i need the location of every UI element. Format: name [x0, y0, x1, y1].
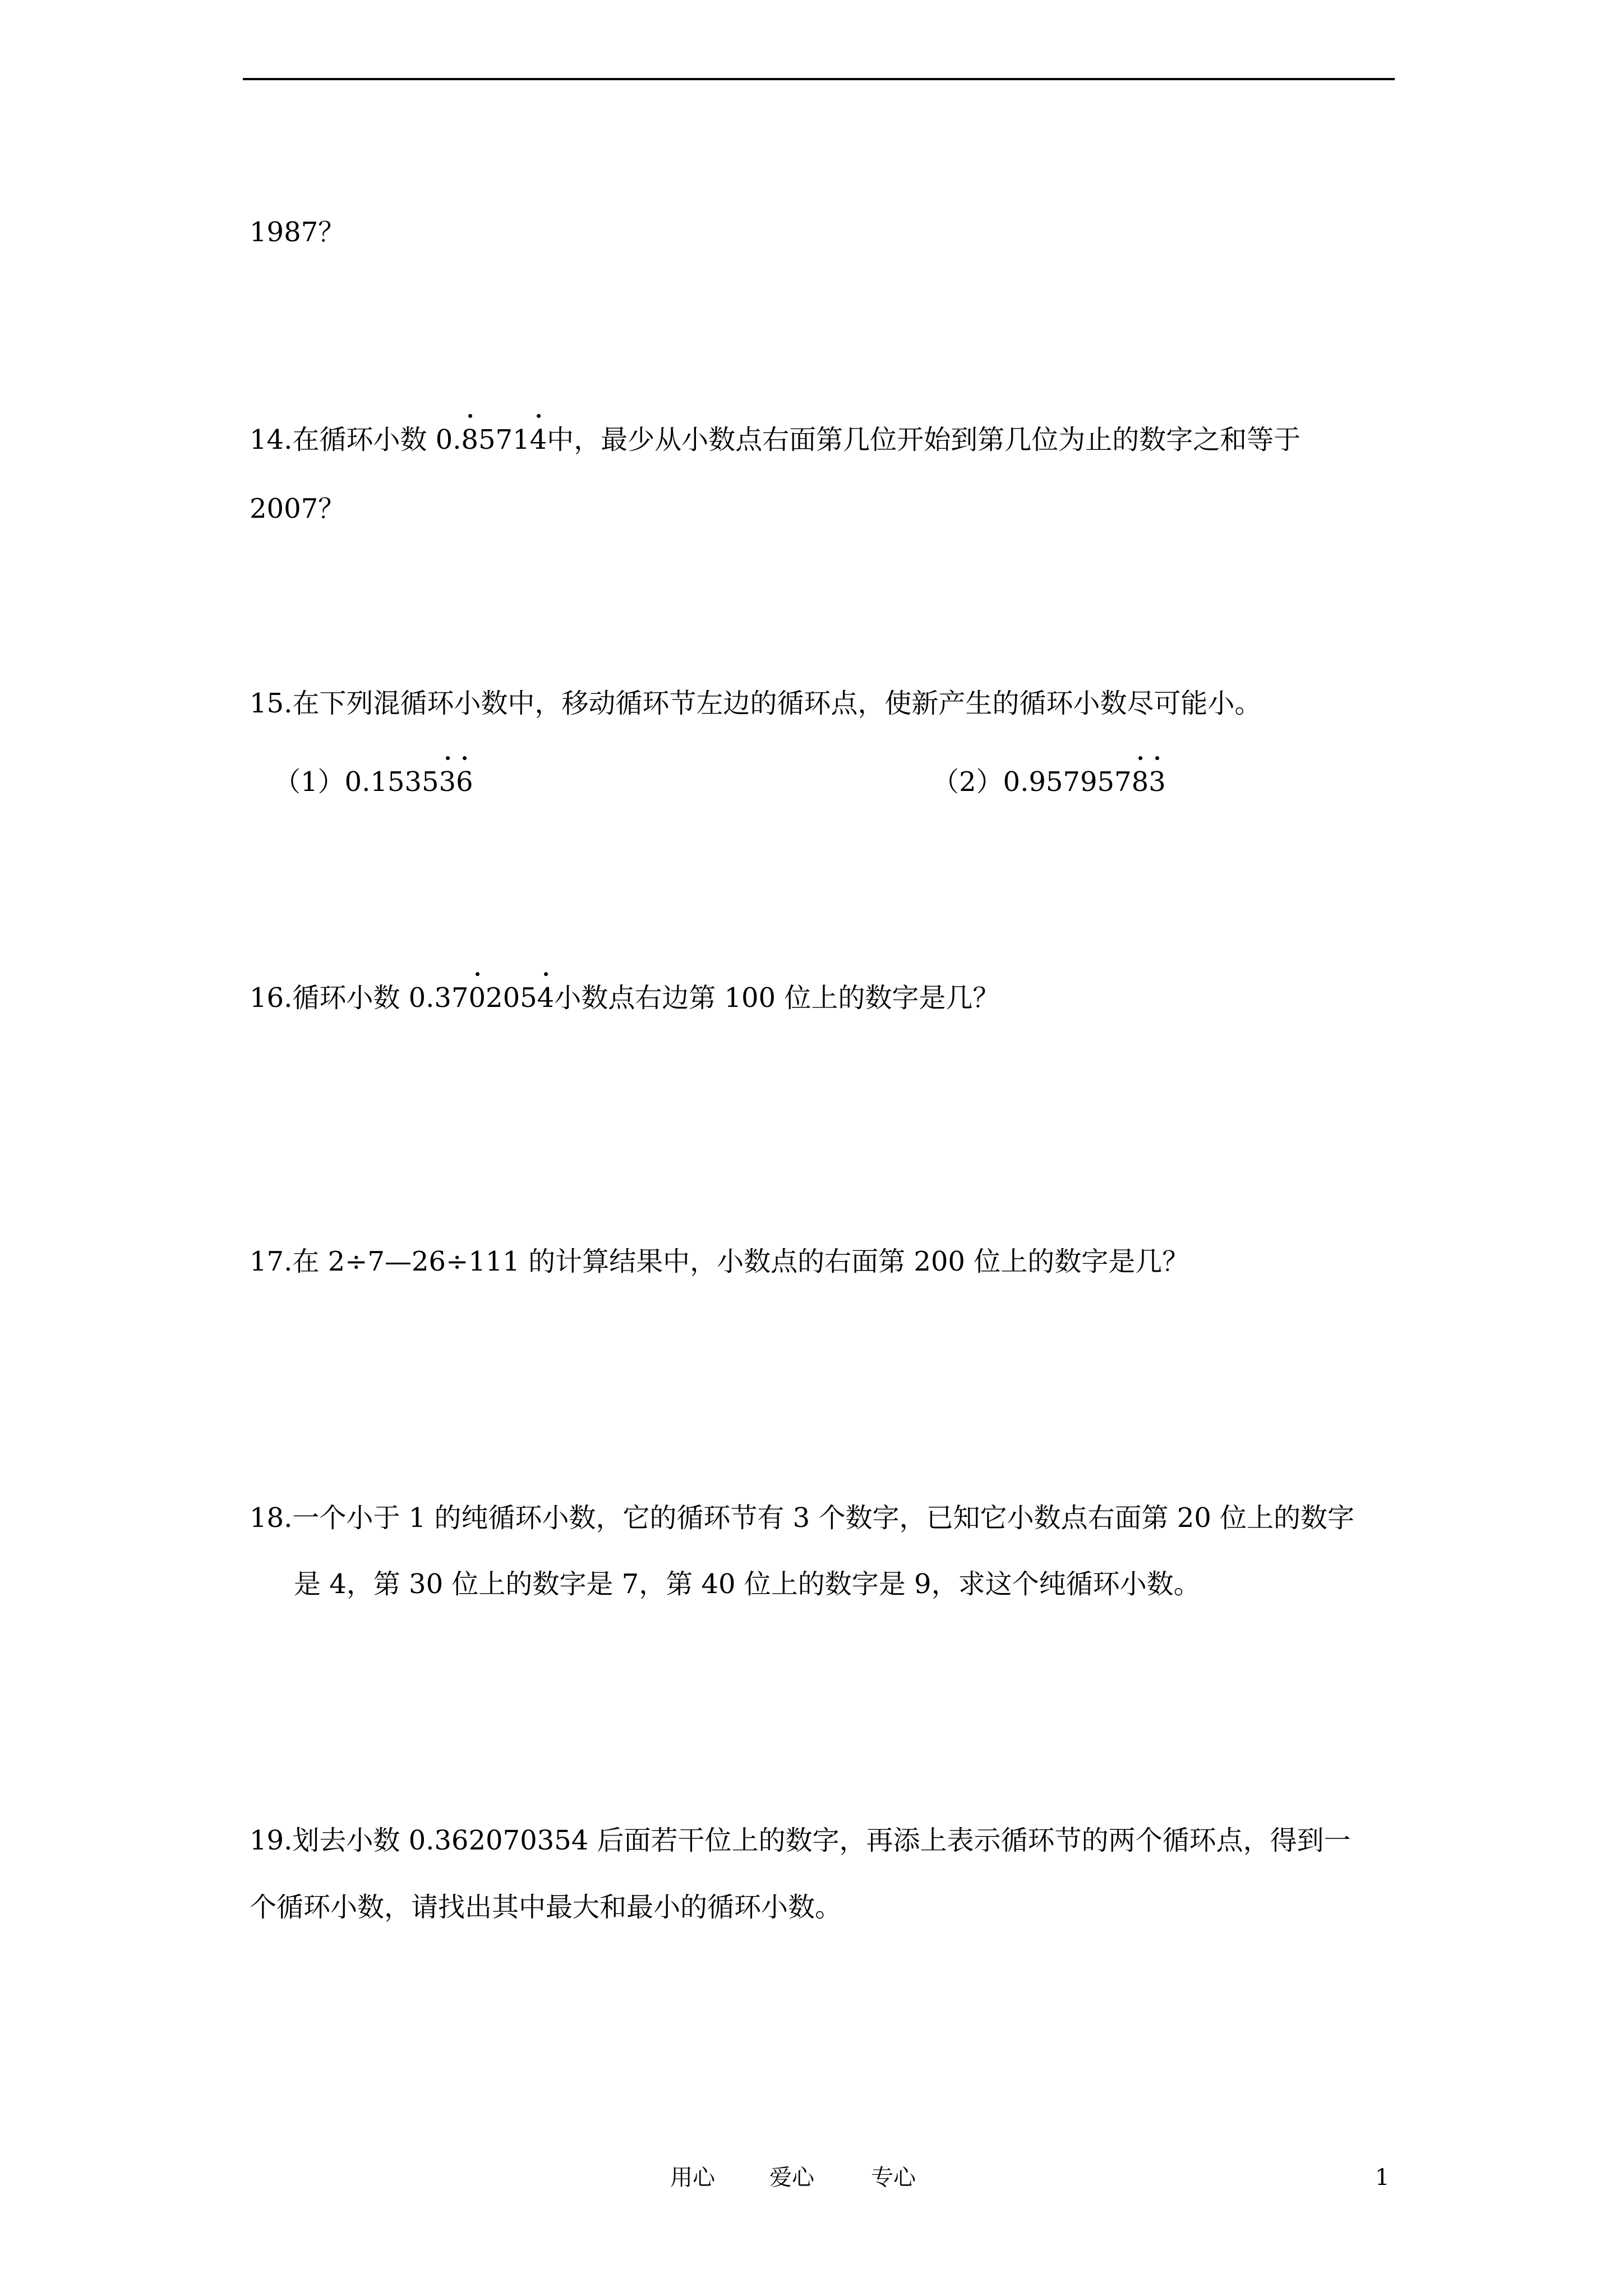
- question-15-item-2: [932, 766, 1166, 798]
- footer-motto-3: 专心: [871, 2165, 916, 2191]
- question-15-item-1-digits: （1）0.1535: [274, 766, 439, 798]
- question-18-line-2: 是 4，第 30 位上的数字是 7，第 40 位上的数字是 9，求这个纯循环小数。: [294, 1568, 1201, 1600]
- question-16: [250, 982, 1000, 1014]
- question-16-text-after: 小数点右边第 100 位上的数字是几？: [554, 982, 1000, 1014]
- repeating-dot-digit: 8: [461, 424, 478, 455]
- question-15-item-2-digits: （2）0.957957: [932, 766, 1132, 798]
- repeating-dot-digit: 0: [468, 982, 486, 1014]
- footer-motto-1: 用心: [670, 2165, 715, 2191]
- question-16-text-before: 16.循环小数 0.37: [250, 982, 469, 1014]
- page-number: 1: [1375, 2165, 1390, 2191]
- question-17: 17.在 2÷7—26÷111 的计算结果中，小数点的右面第 200 位上的数字是几？: [250, 1246, 1189, 1277]
- question-19-line-1: 19.划去小数 0.362070354 后面若干位上的数字，再添上表示循环节的两个循环点，得到一: [250, 1825, 1351, 1856]
- question-14-line-2: 2007？: [250, 493, 345, 524]
- repeating-dot-digit: 6: [456, 766, 473, 798]
- header-rule: [243, 78, 1395, 80]
- repeating-dot-digit: 4: [529, 424, 547, 455]
- question-19-line-2: 个循环小数，请找出其中最大和最小的循环小数。: [250, 1892, 842, 1923]
- continuation-text: 1987？: [250, 217, 345, 248]
- question-15-item-1: [274, 766, 473, 798]
- repeating-dot-digit: 4: [537, 982, 555, 1014]
- repeating-dot-digit: 3: [439, 766, 457, 798]
- footer-motto-2: 爱心: [769, 2165, 814, 2191]
- repeating-dot-digit: 3: [1149, 766, 1166, 798]
- question-16-digits: 205: [486, 982, 537, 1014]
- question-14-text-after: 中，最少从小数点右面第几位开始到第几位为止的数字之和等于: [547, 424, 1301, 455]
- question-14-digits: 571: [478, 424, 530, 455]
- question-15-stem: 15.在下列混循环小数中，移动循环节左边的循环点，使新产生的循环小数尽可能小。: [250, 688, 1262, 719]
- question-18-line-1: 18.一个小于 1 的纯循环小数，它的循环节有 3 个数字，已知它小数点右面第 20 位上的数字: [250, 1502, 1355, 1534]
- question-14-line-1: [250, 426, 1301, 453]
- repeating-dot-digit: 8: [1131, 766, 1149, 798]
- question-14-text-before: 14.在循环小数 0.: [250, 424, 462, 455]
